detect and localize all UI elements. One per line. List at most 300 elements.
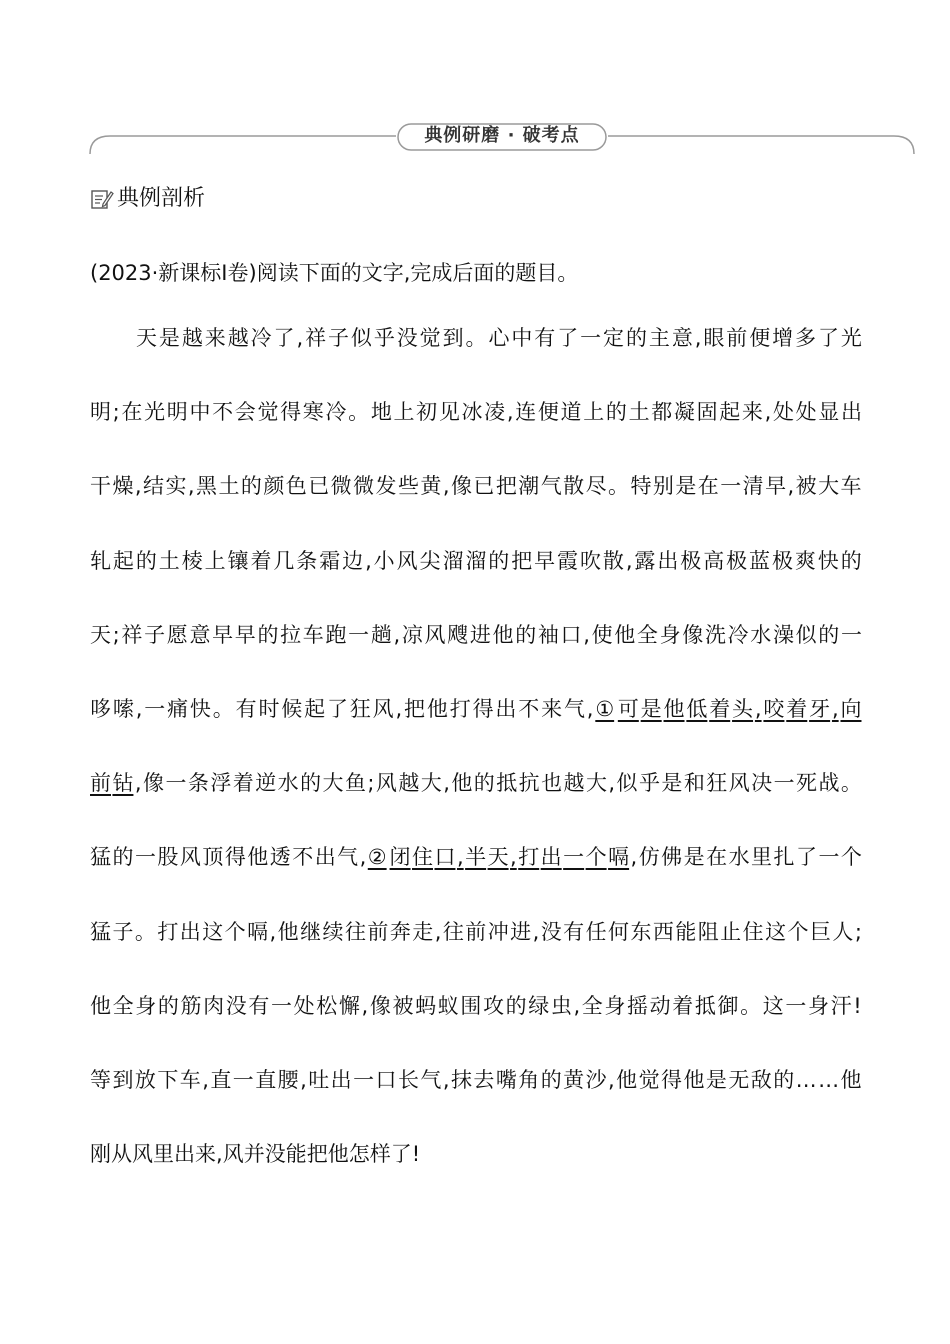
passage-text: 的 bbox=[135, 549, 157, 573]
passage-text: 出 bbox=[657, 549, 679, 573]
section-banner-title: 典例研磨 · 破考点 bbox=[424, 125, 580, 146]
passage-text: 土 bbox=[158, 549, 180, 573]
passage-text: 尖 bbox=[419, 549, 441, 573]
passage-text: 逆 bbox=[255, 771, 277, 795]
passage-text: 西 bbox=[652, 920, 674, 944]
passage-text: 了 bbox=[817, 326, 839, 350]
passage-text: 佛 bbox=[661, 845, 683, 869]
passage-text: 潮 bbox=[518, 474, 540, 498]
passage-text: 不 bbox=[212, 400, 234, 424]
passage-text: 越 bbox=[181, 326, 203, 350]
passage-text: 一 bbox=[785, 994, 807, 1018]
passage-text: 他 bbox=[426, 697, 448, 721]
passage-text: 是 bbox=[683, 845, 705, 869]
passage-text: ; bbox=[112, 400, 120, 424]
passage-text: 得 bbox=[661, 1068, 682, 1092]
passage-text: 道 bbox=[560, 400, 582, 424]
passage-text: 的 bbox=[773, 1068, 795, 1092]
passage-text: 全 bbox=[112, 994, 134, 1018]
passage-text: 主 bbox=[648, 326, 670, 350]
passage-text: 黑 bbox=[196, 474, 217, 498]
passage-text: 。 bbox=[740, 994, 762, 1018]
passage-text: 肉 bbox=[203, 994, 225, 1018]
passage-line bbox=[90, 1138, 862, 1170]
passage-text: 浮 bbox=[210, 771, 232, 795]
underlined-text: 牙 bbox=[809, 697, 831, 721]
passage-text: 里 bbox=[153, 1142, 174, 1166]
passage-text: 土 bbox=[218, 474, 240, 498]
passage-text: 嗝 bbox=[247, 920, 269, 944]
passage-text: 打 bbox=[157, 920, 179, 944]
passage-text: 眼 bbox=[703, 326, 725, 350]
passage-text: 。 bbox=[465, 326, 487, 350]
passage-text: 了 bbox=[795, 845, 817, 869]
passage-text: 极 bbox=[726, 549, 748, 573]
passage-text: 风 bbox=[728, 771, 750, 795]
passage-text: 子 bbox=[112, 920, 134, 944]
passage-text: 心 bbox=[488, 326, 510, 350]
passage-text: 趟 bbox=[370, 623, 392, 647]
passage-text: 的 bbox=[818, 623, 840, 647]
passage-text: 沙 bbox=[585, 1068, 607, 1092]
passage-text: 有 bbox=[248, 994, 270, 1018]
underlined-text: 嗝 bbox=[608, 845, 630, 869]
passage-text: 个 bbox=[224, 920, 246, 944]
passage-text: 直 bbox=[255, 1068, 277, 1092]
passage-text: ; bbox=[367, 771, 375, 795]
passage-text: 的 bbox=[515, 623, 537, 647]
passage-text: 发 bbox=[375, 474, 397, 498]
passage-text: 便 bbox=[749, 326, 771, 350]
passage-text: 口 bbox=[560, 623, 582, 647]
passage-text: 去 bbox=[473, 1068, 495, 1092]
passage-text: 往 bbox=[344, 920, 366, 944]
passage-text: 燥 bbox=[112, 474, 134, 498]
passage-text: 得 bbox=[280, 400, 302, 424]
passage-text: 气 bbox=[420, 1068, 442, 1092]
passage-text: 越 bbox=[227, 326, 249, 350]
passage-text: 土 bbox=[628, 400, 650, 424]
passage-text: 有 bbox=[563, 920, 585, 944]
passage-text: 大 bbox=[818, 474, 840, 498]
passage-text: 光 bbox=[144, 400, 166, 424]
passage-text: 极 bbox=[771, 549, 793, 573]
passage-text: 溜 bbox=[442, 549, 464, 573]
passage-text: 出 bbox=[330, 1068, 352, 1092]
underlined-text: 钻 bbox=[112, 771, 134, 795]
passage-text: 风 bbox=[372, 697, 394, 721]
passage-line bbox=[90, 396, 862, 428]
passage-text: 松 bbox=[316, 994, 338, 1018]
passage-text: , bbox=[300, 1068, 307, 1092]
passage-text: 上 bbox=[393, 400, 415, 424]
passage-text: 走 bbox=[412, 920, 434, 944]
passage-text: 。 bbox=[134, 920, 156, 944]
passage-text: 东 bbox=[630, 920, 652, 944]
underlined-text: , bbox=[510, 845, 517, 869]
passage-text: 些 bbox=[397, 474, 419, 498]
underlined-text: , bbox=[754, 697, 762, 721]
passage-text: 一 bbox=[348, 623, 370, 647]
passage-text: 前 bbox=[465, 920, 487, 944]
passage-text: 长 bbox=[397, 1068, 419, 1092]
passage-text: 一 bbox=[271, 994, 292, 1018]
passage-text: 透 bbox=[269, 845, 291, 869]
underlined-text: 他 bbox=[663, 697, 685, 721]
passage-text: 干 bbox=[90, 474, 111, 498]
passage-text: 并 bbox=[243, 1142, 265, 1166]
passage-text: 扎 bbox=[773, 845, 795, 869]
passage-text: 何 bbox=[608, 920, 629, 944]
passage-text: … bbox=[818, 1068, 840, 1092]
passage-text: 决 bbox=[751, 771, 773, 795]
passage-text: 不 bbox=[292, 845, 314, 869]
passage-text: 一 bbox=[232, 1068, 254, 1092]
passage-text: 处 bbox=[795, 400, 817, 424]
passage-text: 他 bbox=[492, 623, 514, 647]
passage-text: 冲 bbox=[487, 920, 509, 944]
passage-text: ! bbox=[853, 994, 862, 1018]
passage-text: , bbox=[764, 400, 772, 424]
passage-text: , bbox=[434, 920, 442, 944]
passage-text: 极 bbox=[680, 549, 702, 573]
passage-text: 子 bbox=[327, 326, 349, 350]
passage-line bbox=[90, 693, 862, 725]
passage-text: 增 bbox=[772, 326, 794, 350]
notes-icon bbox=[90, 187, 114, 211]
passage-text: 处 bbox=[772, 400, 794, 424]
passage-text: 时 bbox=[258, 697, 280, 721]
passage-line bbox=[90, 619, 862, 651]
passage-text: 到 bbox=[112, 1068, 134, 1092]
passage-text: 狂 bbox=[706, 771, 728, 795]
passage-text: 有 bbox=[235, 697, 257, 721]
passage-text: 。 bbox=[212, 697, 234, 721]
passage-text: 摇 bbox=[627, 994, 648, 1018]
underlined-text: ① bbox=[595, 697, 615, 721]
passage-text: 来 bbox=[195, 1142, 216, 1166]
passage-text: 车 bbox=[302, 623, 324, 647]
underlined-text: ② bbox=[367, 845, 387, 869]
passage-text: , bbox=[442, 1068, 450, 1092]
passage-text: 实 bbox=[165, 474, 187, 498]
passage-text: 在 bbox=[706, 845, 728, 869]
passage-text: 越 bbox=[398, 771, 420, 795]
passage-text: 镶 bbox=[227, 549, 249, 573]
passage-text: 像 bbox=[143, 771, 164, 795]
passage-text: 飕 bbox=[447, 623, 469, 647]
passage-text: 露 bbox=[634, 549, 656, 573]
passage-text: 祥 bbox=[305, 326, 327, 350]
passage-text: 气 bbox=[540, 474, 562, 498]
passage-text: 祥 bbox=[121, 623, 143, 647]
passage-text: 气 bbox=[337, 845, 359, 869]
passage-text: 的 bbox=[540, 1068, 562, 1092]
passage-line bbox=[90, 322, 862, 354]
passage-text: 一 bbox=[580, 326, 602, 350]
underlined-text: 向 bbox=[840, 697, 862, 721]
passage-text: 怎 bbox=[348, 1142, 370, 1166]
passage-text: 是 bbox=[661, 771, 683, 795]
passage-text: 地 bbox=[370, 400, 392, 424]
passage-text: 攻 bbox=[482, 994, 504, 1018]
passage-text: 了 bbox=[390, 1142, 412, 1166]
passage-text: 战 bbox=[818, 771, 840, 795]
underlined-text: 闭 bbox=[389, 845, 411, 869]
passage-text: 股 bbox=[157, 845, 179, 869]
passage-text: 风 bbox=[132, 1142, 153, 1166]
passage-line bbox=[90, 990, 862, 1022]
passage-text: 往 bbox=[442, 920, 464, 944]
passage-text: 没 bbox=[264, 1142, 286, 1166]
passage-text: 的 bbox=[112, 845, 134, 869]
passage-text: 痛 bbox=[167, 697, 189, 721]
passage-text: 乎 bbox=[638, 771, 660, 795]
passage-text: 定 bbox=[603, 326, 625, 350]
underlined-text: 低 bbox=[686, 697, 708, 721]
underlined-text: 着 bbox=[786, 697, 808, 721]
passage-text: 猛 bbox=[90, 845, 111, 869]
passage-text: 起 bbox=[304, 697, 326, 721]
passage-text: 放 bbox=[134, 1068, 156, 1092]
passage-text: 人 bbox=[832, 920, 854, 944]
passage-text: 拉 bbox=[280, 623, 302, 647]
passage-text: 嗦 bbox=[112, 697, 134, 721]
passage-text: 处 bbox=[293, 994, 315, 1018]
passage-text: 这 bbox=[202, 920, 224, 944]
underlined-text: 是 bbox=[640, 697, 662, 721]
passage-text: , bbox=[359, 845, 367, 869]
passage-text: 无 bbox=[728, 1068, 750, 1092]
passage-text: 了 bbox=[273, 326, 295, 350]
passage-text: 这 bbox=[762, 994, 784, 1018]
passage-text: 会 bbox=[234, 400, 256, 424]
passage-text: 御 bbox=[717, 994, 739, 1018]
passage-text: 是 bbox=[158, 326, 180, 350]
section-heading bbox=[90, 184, 205, 214]
passage-text: 风 bbox=[179, 845, 201, 869]
passage-text: , bbox=[135, 697, 143, 721]
passage-text: 他 bbox=[277, 920, 299, 944]
passage-text: 奔 bbox=[389, 920, 411, 944]
passage-text: 打 bbox=[449, 697, 471, 721]
passage-text: 顶 bbox=[202, 845, 224, 869]
passage-text: ! bbox=[411, 1142, 421, 1166]
passage-text: 显 bbox=[818, 400, 840, 424]
passage-text: 霜 bbox=[319, 549, 341, 573]
passage-text: 袖 bbox=[537, 623, 559, 647]
passage-text: 愿 bbox=[166, 623, 188, 647]
passage-text: 他 bbox=[90, 994, 111, 1018]
passage-text: 刚 bbox=[90, 1142, 111, 1166]
underlined-text: 打 bbox=[518, 845, 540, 869]
passage-text: 他 bbox=[616, 1068, 638, 1092]
passage-text: 进 bbox=[469, 623, 491, 647]
passage-text: 风 bbox=[222, 1142, 244, 1166]
passage-text: 起 bbox=[112, 549, 134, 573]
passage-line bbox=[90, 916, 862, 948]
passage-text: 一 bbox=[144, 697, 166, 721]
passage-text: , bbox=[608, 1068, 615, 1092]
passage-text: 已 bbox=[308, 474, 330, 498]
passage-text: 的 bbox=[625, 326, 647, 350]
passage-text: 一 bbox=[165, 771, 187, 795]
underlined-text: 头 bbox=[732, 697, 754, 721]
passage-text: 结 bbox=[143, 474, 164, 498]
passage-text: 一 bbox=[353, 1068, 375, 1092]
passage-text: 前 bbox=[726, 326, 748, 350]
passage-text: 微 bbox=[353, 474, 375, 498]
passage-text: 是 bbox=[675, 474, 697, 498]
passage-text: 他 bbox=[614, 623, 636, 647]
underlined-text: 天 bbox=[487, 845, 509, 869]
passage-text: 的 bbox=[157, 994, 179, 1018]
underlined-text: , bbox=[456, 845, 464, 869]
passage-text: 固 bbox=[696, 400, 718, 424]
passage-text: 吐 bbox=[308, 1068, 330, 1092]
passage-text: 不 bbox=[518, 697, 540, 721]
passage-text: 凝 bbox=[673, 400, 695, 424]
passage-text: 凌 bbox=[484, 400, 506, 424]
passage-text: 。 bbox=[348, 400, 370, 424]
passage-text: 都 bbox=[651, 400, 673, 424]
passage-text: 前 bbox=[367, 920, 389, 944]
passage-text: 出 bbox=[314, 845, 336, 869]
passage-text: 从 bbox=[111, 1142, 132, 1166]
passage-text: 把 bbox=[404, 697, 426, 721]
passage-text: 条 bbox=[187, 771, 209, 795]
passage-text: 阻 bbox=[697, 920, 719, 944]
passage-text: 他 bbox=[840, 1068, 862, 1092]
passage-text: 个 bbox=[787, 920, 809, 944]
passage-text: , bbox=[787, 474, 795, 498]
passage-text: 几 bbox=[273, 549, 295, 573]
passage-text: 懈 bbox=[338, 994, 360, 1018]
passage-text: 似 bbox=[795, 623, 817, 647]
underlined-text: 住 bbox=[412, 845, 434, 869]
passage-text: 他 bbox=[451, 771, 473, 795]
passage-text: 凉 bbox=[401, 623, 423, 647]
passage-text: 没 bbox=[225, 994, 247, 1018]
passage-text: 下 bbox=[157, 1068, 179, 1092]
passage-text: 汗 bbox=[830, 994, 852, 1018]
passage-text: , bbox=[365, 549, 372, 573]
passage-text: 止 bbox=[720, 920, 742, 944]
passage-text: 条 bbox=[296, 549, 318, 573]
passage-text: 这 bbox=[765, 920, 787, 944]
passage-text: 大 bbox=[322, 771, 344, 795]
passage-text: , bbox=[395, 697, 403, 721]
passage-text: 别 bbox=[652, 474, 674, 498]
passage-text: 越 bbox=[563, 771, 585, 795]
passage-text: 吹 bbox=[579, 549, 601, 573]
passage-text: 爽 bbox=[794, 549, 816, 573]
underlined-text: 可 bbox=[617, 697, 639, 721]
passage-text: 棱 bbox=[181, 549, 203, 573]
passage-text: 溜 bbox=[465, 549, 487, 573]
section-title: 典例剖析 bbox=[117, 186, 206, 211]
passage-text: 的 bbox=[473, 771, 495, 795]
passage-text: , bbox=[630, 845, 638, 869]
passage-text: 得 bbox=[472, 697, 494, 721]
passage-text: 意 bbox=[189, 623, 211, 647]
passage-text: 绿 bbox=[528, 994, 550, 1018]
passage-text: 虫 bbox=[550, 994, 572, 1018]
passage-text: 轧 bbox=[90, 549, 111, 573]
passage-text: 似 bbox=[350, 326, 372, 350]
question-source: (2023·新课标Ⅰ卷)阅读下面的文字,完成后面的题目。 bbox=[90, 261, 579, 285]
passage-text: 霞 bbox=[557, 549, 579, 573]
passage-text: 子 bbox=[144, 623, 166, 647]
passage-text: 得 bbox=[224, 845, 246, 869]
passage-text: 便 bbox=[537, 400, 559, 424]
passage-text: 狂 bbox=[349, 697, 371, 721]
underlined-text: 出 bbox=[540, 845, 562, 869]
passage-text: 等 bbox=[90, 1068, 111, 1092]
passage-line bbox=[90, 767, 862, 799]
passage-text: 直 bbox=[210, 1068, 232, 1092]
passage-text: 哆 bbox=[90, 697, 111, 721]
passage-text: 早 bbox=[234, 623, 256, 647]
passage-text: 散 bbox=[602, 549, 624, 573]
passage-text: 多 bbox=[795, 326, 817, 350]
passage-text: 没 bbox=[540, 920, 562, 944]
passage-text: 来 bbox=[541, 697, 563, 721]
passage-text: 觉 bbox=[257, 400, 279, 424]
passage-text: 水 bbox=[277, 771, 299, 795]
passage-text: 蓝 bbox=[749, 549, 771, 573]
passage-text: 黄 bbox=[420, 474, 442, 498]
passage-text: 是 bbox=[705, 1068, 727, 1092]
underlined-text: 口 bbox=[434, 845, 456, 869]
passage-text: 继 bbox=[300, 920, 322, 944]
passage-text: 连 bbox=[515, 400, 537, 424]
passage-text: 的 bbox=[257, 623, 279, 647]
passage-text: 似 bbox=[616, 771, 638, 795]
passage-text: 着 bbox=[232, 771, 254, 795]
passage-text: 出 bbox=[840, 400, 862, 424]
passage-text: 抹 bbox=[450, 1068, 472, 1092]
passage-text: 有 bbox=[534, 326, 556, 350]
passage-text: 的 bbox=[505, 994, 527, 1018]
passage-text: 到 bbox=[442, 326, 464, 350]
passage-text: 使 bbox=[591, 623, 613, 647]
passage-text: 冷 bbox=[250, 326, 272, 350]
passage-text: 任 bbox=[585, 920, 607, 944]
passage-text: 身 bbox=[808, 994, 829, 1018]
passage-text: 被 bbox=[392, 994, 414, 1018]
passage-text: 起 bbox=[719, 400, 741, 424]
passage-text: 敌 bbox=[750, 1068, 772, 1092]
passage-text: 全 bbox=[636, 623, 658, 647]
passage-text: 把 bbox=[511, 549, 533, 573]
passage-text: 续 bbox=[322, 920, 344, 944]
passage-text: 仿 bbox=[638, 845, 660, 869]
passage-text: 像 bbox=[450, 474, 472, 498]
passage-text: , bbox=[216, 1142, 223, 1166]
passage-text: 的 bbox=[240, 474, 262, 498]
passage-text: 早 bbox=[212, 623, 234, 647]
passage-text: 筋 bbox=[180, 994, 202, 1018]
passage-text: 抵 bbox=[496, 771, 518, 795]
passage-text: , bbox=[573, 994, 581, 1018]
passage-text: 着 bbox=[672, 994, 694, 1018]
passage-text: 天 bbox=[90, 623, 111, 647]
passage-text: 一 bbox=[840, 623, 862, 647]
underlined-text: 个 bbox=[585, 845, 607, 869]
passage-text: 早 bbox=[534, 549, 556, 573]
passage-text: 把 bbox=[495, 474, 517, 498]
